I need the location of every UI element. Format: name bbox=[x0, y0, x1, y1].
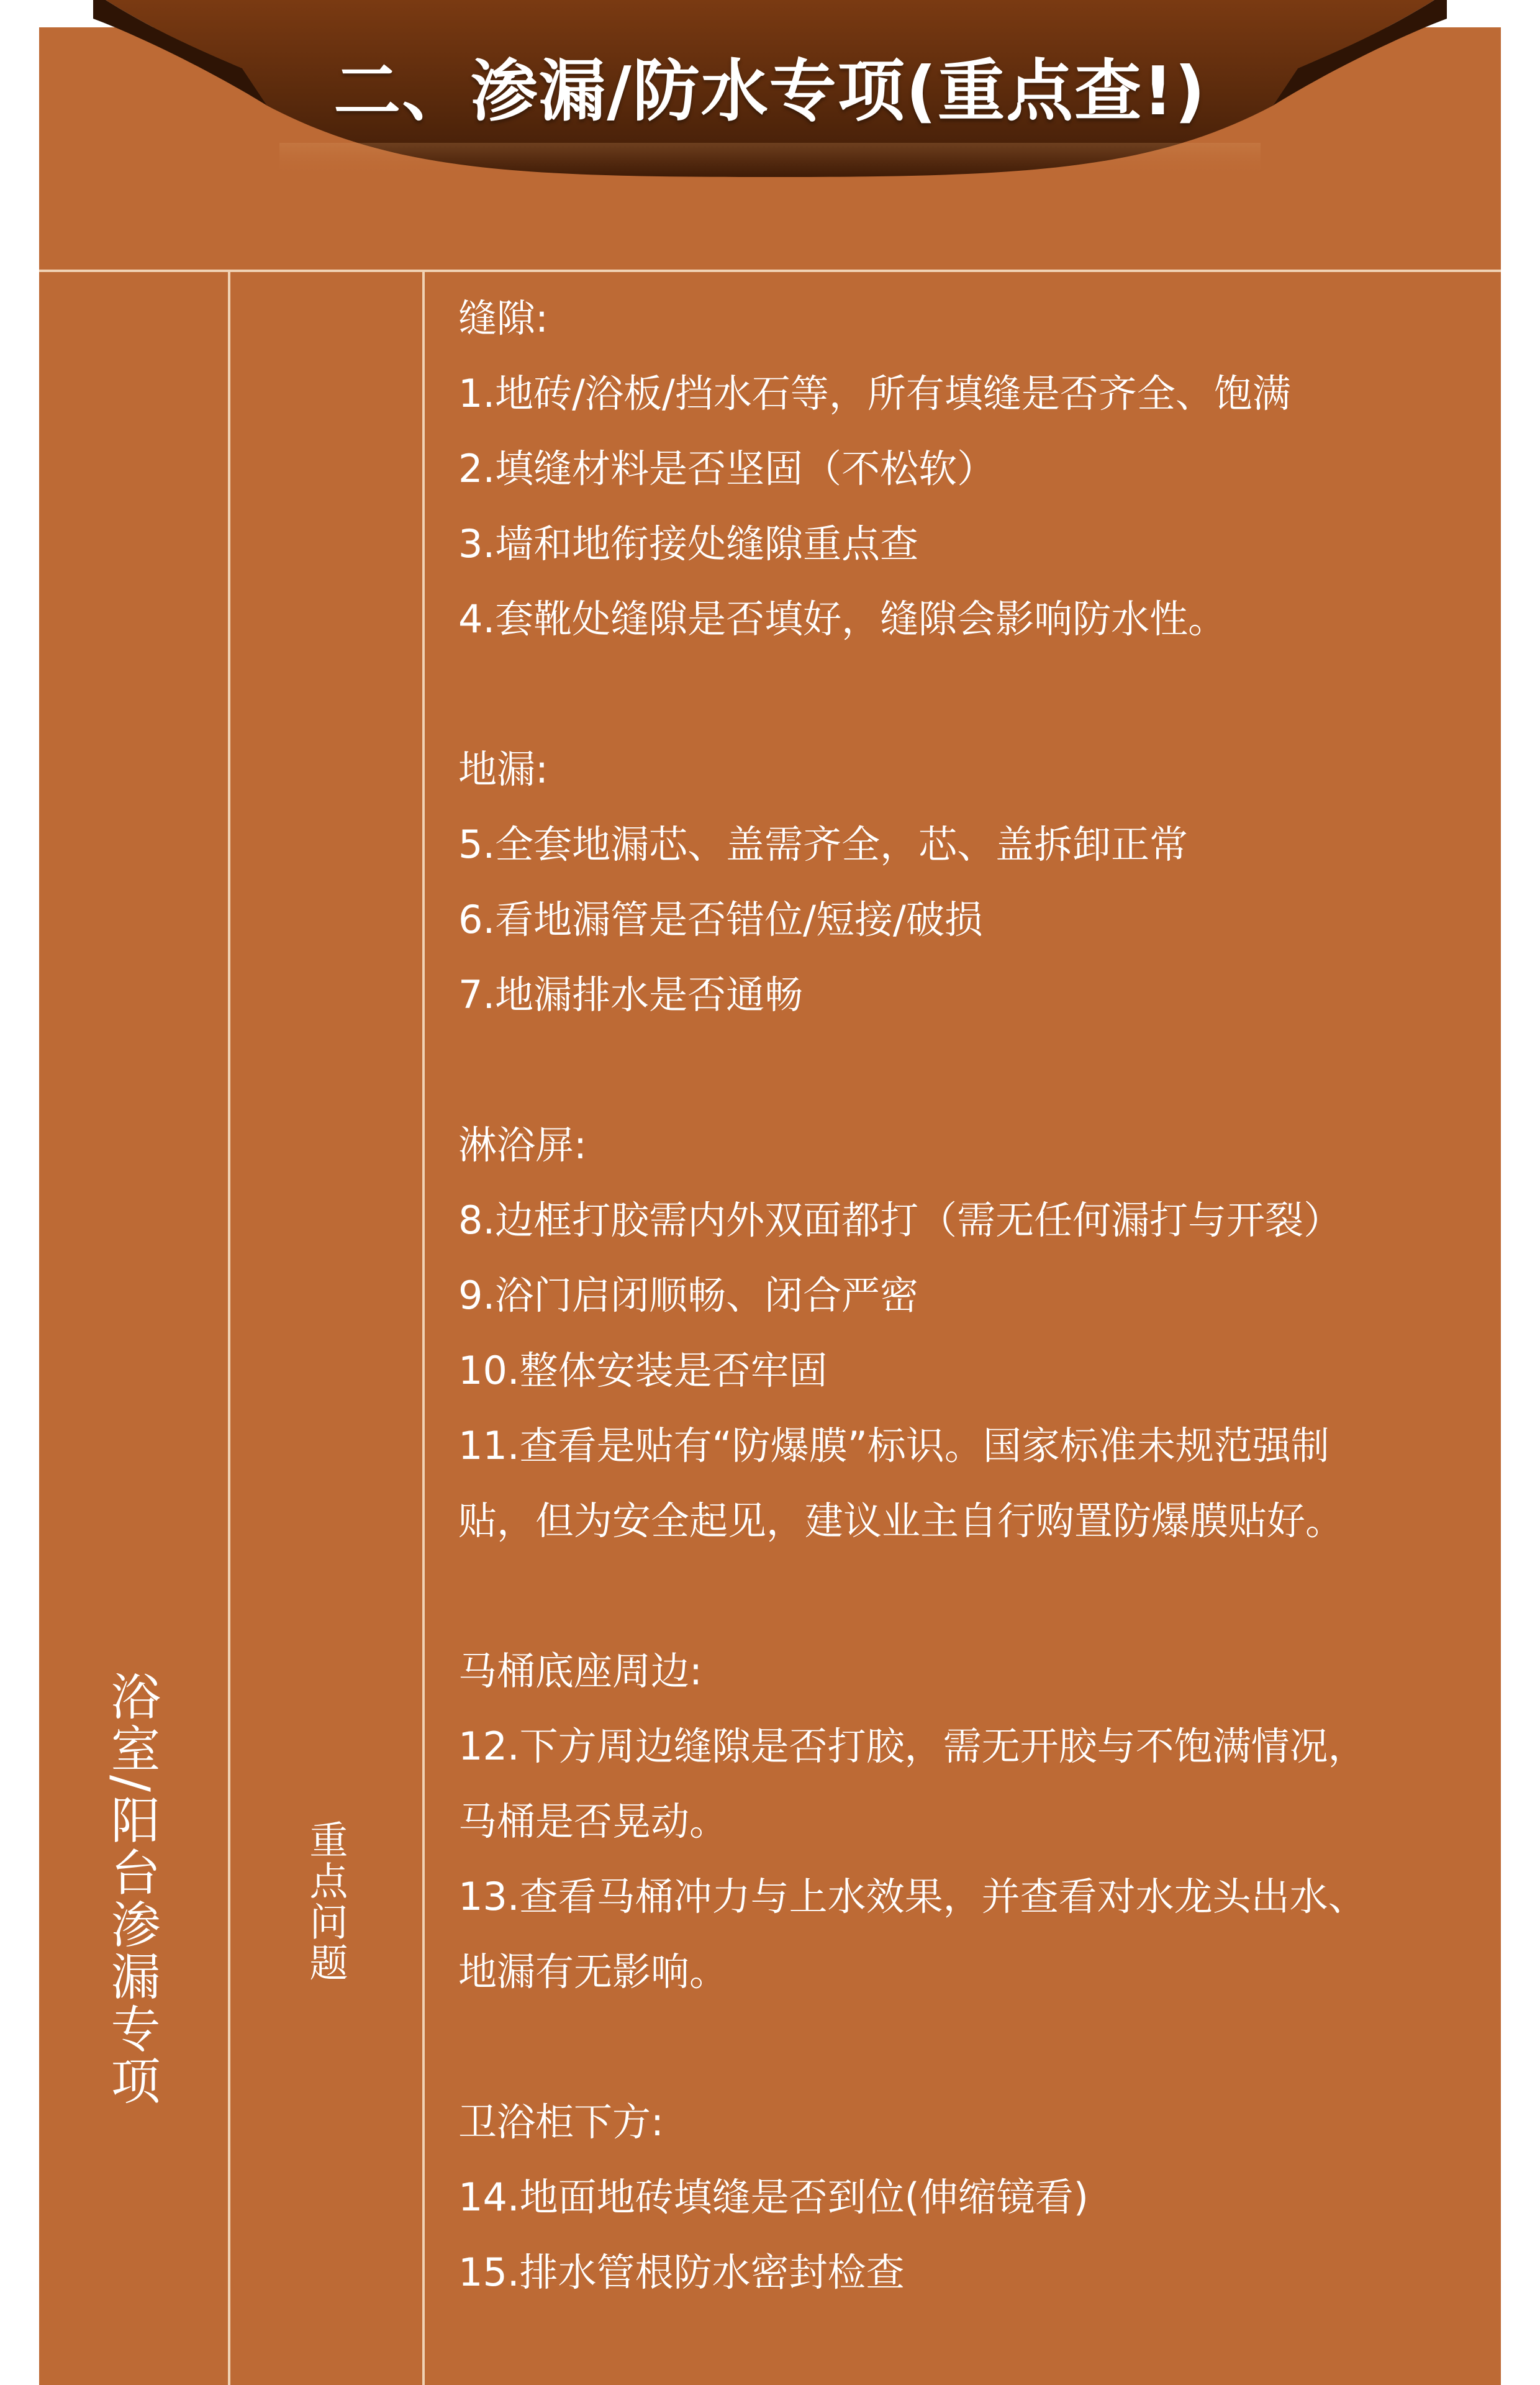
checklist-item: 5.全套地漏芯、盖需齐全，芯、盖拆卸正常 bbox=[458, 822, 1189, 867]
section-heading: 缝隙: bbox=[458, 296, 548, 341]
section-shower-screen bbox=[458, 1107, 1489, 1558]
section-vanity-cabinet bbox=[458, 2084, 1489, 2310]
checklist-item: 15.排水管根防水密封检查 bbox=[458, 2250, 905, 2295]
checklist-item: 3.墙和地衔接处缝隙重点查 bbox=[458, 521, 919, 566]
section-spacer bbox=[458, 1032, 1489, 1107]
checklist-item-continuation: 贴，但为安全起见，建议业主自行购置防爆膜贴好。 bbox=[458, 1498, 1344, 1543]
subcategory-label: 重点问题 bbox=[303, 1820, 348, 1984]
checklist-item: 6.看地漏管是否错位/短接/破损 bbox=[458, 897, 983, 942]
checklist-item: 14.地面地砖填缝是否到位(伸缩镜看) bbox=[458, 2174, 1089, 2220]
section-spacer bbox=[458, 2009, 1489, 2084]
section-heading: 马桶底座周边: bbox=[458, 1648, 702, 1694]
section-heading: 地漏: bbox=[458, 747, 548, 792]
checklist-item: 11.查看是贴有“防爆膜”标识。国家标准未规范强制 bbox=[458, 1423, 1329, 1468]
page-title: 二、渗漏/防水专项(重点查!) bbox=[333, 52, 1207, 130]
section-spacer bbox=[458, 1558, 1489, 1633]
checklist bbox=[458, 281, 1489, 2310]
section-heading: 淋浴屏: bbox=[458, 1122, 587, 1168]
checklist-item: 2.填缝材料是否坚固（不松软） bbox=[458, 446, 996, 491]
section-heading: 卫浴柜下方: bbox=[458, 2099, 664, 2145]
checklist-item: 8.边框打胶需内外双面都打（需无任何漏打与开裂） bbox=[458, 1197, 1343, 1243]
checklist-item-continuation: 马桶是否晃动。 bbox=[458, 1799, 728, 1844]
section-gaps bbox=[458, 281, 1489, 656]
column-divider-2 bbox=[422, 271, 425, 2385]
checklist-item: 9.浴门启闭顺畅、闭合严密 bbox=[458, 1273, 919, 1318]
checklist-item: 1.地砖/浴板/挡水石等，所有填缝是否齐全、饱满 bbox=[458, 371, 1291, 416]
category-label: 浴室/阳台渗漏专项 bbox=[102, 1671, 160, 2107]
checklist-item-continuation: 地漏有无影响。 bbox=[458, 1949, 728, 1994]
checklist-item: 4.套靴处缝隙是否填好，缝隙会影响防水性。 bbox=[458, 596, 1227, 642]
column-divider-1 bbox=[228, 271, 230, 2385]
checklist-item: 13.查看马桶冲力与上水效果，并查看对水龙头出水、 bbox=[458, 1874, 1367, 1919]
section-spacer bbox=[458, 656, 1489, 732]
header-divider bbox=[39, 270, 1501, 272]
section-floor-drain bbox=[458, 732, 1489, 1032]
checklist-item: 12.下方周边缝隙是否打胶，需无开胶与不饱满情况， bbox=[458, 1724, 1367, 1769]
checklist-item: 7.地漏排水是否通畅 bbox=[458, 972, 804, 1017]
checklist-item: 10.整体安装是否牢固 bbox=[458, 1348, 828, 1393]
section-toilet-base bbox=[458, 1633, 1489, 2009]
